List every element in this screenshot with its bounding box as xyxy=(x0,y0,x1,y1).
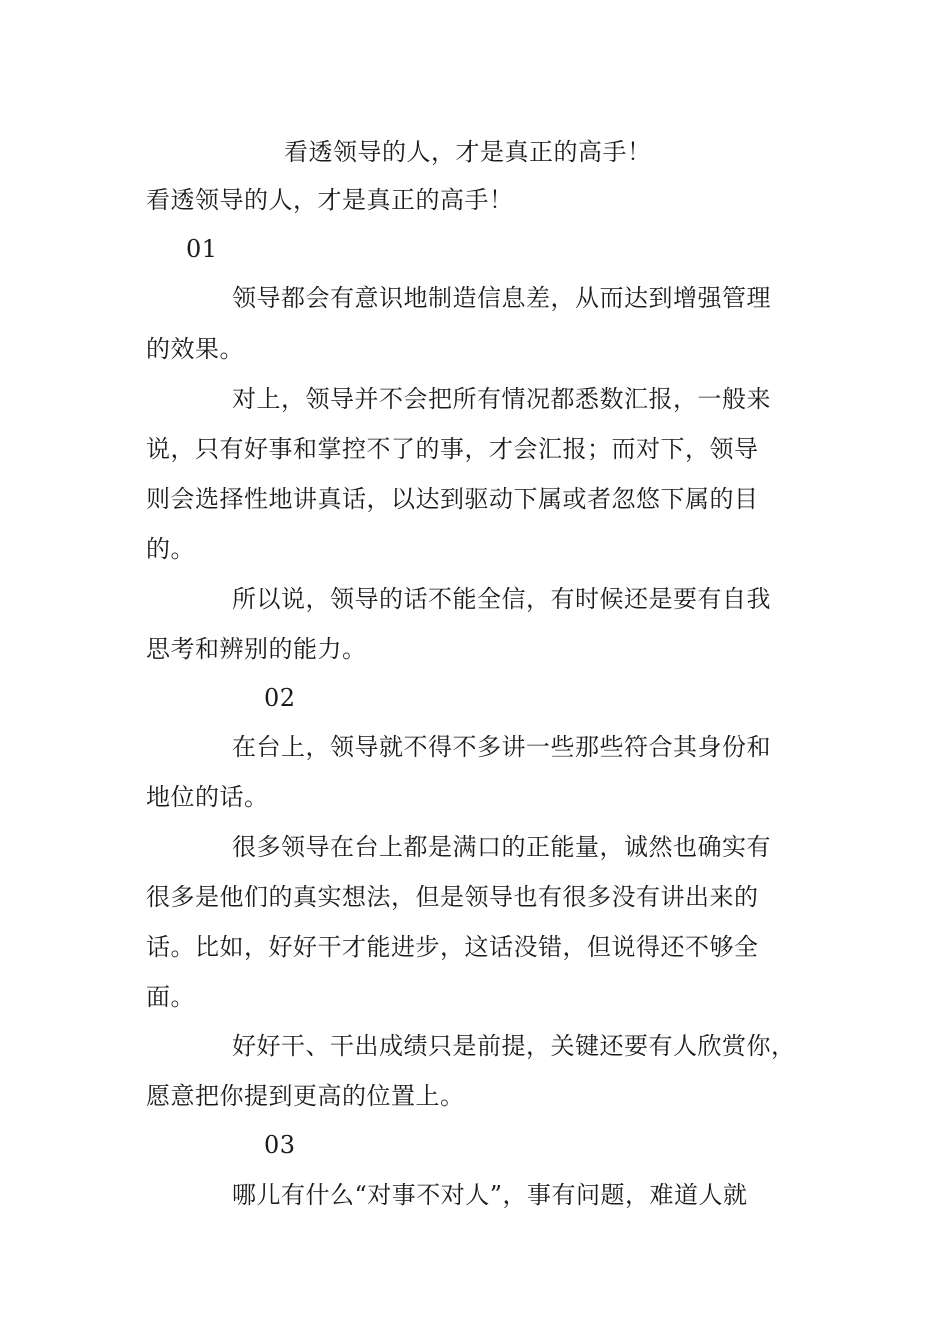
section-number-02: 02 xyxy=(264,684,296,712)
section-number-03: 03 xyxy=(264,1131,296,1159)
paragraph-line: 话。比如，好好干才能进步，这话没错，但说得还不够全 xyxy=(146,933,759,961)
document-title: 看透领导的人，才是真正的高手！ xyxy=(284,138,652,166)
paragraph-line: 很多是他们的真实想法，但是领导也有很多没有讲出来的 xyxy=(146,883,759,911)
paragraph-line: 领导都会有意识地制造信息差，从而达到增强管理 xyxy=(232,284,771,312)
paragraph-line: 的。 xyxy=(146,535,195,563)
paragraph-line: 很多领导在台上都是满口的正能量，诚然也确实有 xyxy=(232,833,771,861)
paragraph-line: 对上，领导并不会把所有情况都悉数汇报，一般来 xyxy=(232,385,771,413)
paragraph-line: 地位的话。 xyxy=(146,783,269,811)
paragraph-line: 所以说，领导的话不能全信，有时候还是要有自我 xyxy=(232,585,771,613)
paragraph-line: 面。 xyxy=(146,983,195,1011)
paragraph-line: 思考和辨别的能力。 xyxy=(146,635,367,663)
paragraph-line: 说，只有好事和掌控不了的事，才会汇报；而对下，领导 xyxy=(146,435,759,463)
paragraph-line: 在台上，领导就不得不多讲一些那些符合其身份和 xyxy=(232,733,771,761)
paragraph-line: 则会选择性地讲真话，以达到驱动下属或者忽悠下属的目 xyxy=(146,485,759,513)
section-number-01: 01 xyxy=(186,235,218,263)
paragraph-line: 哪儿有什么“对事不对人”，事有问题，难道人就 xyxy=(232,1181,748,1209)
paragraph-line: 好好干、干出成绩只是前提，关键还要有人欣赏你， xyxy=(232,1032,796,1060)
paragraph-line: 的效果。 xyxy=(146,335,244,363)
paragraph-line: 愿意把你提到更高的位置上。 xyxy=(146,1082,465,1110)
document-subtitle: 看透领导的人，才是真正的高手！ xyxy=(146,186,514,214)
